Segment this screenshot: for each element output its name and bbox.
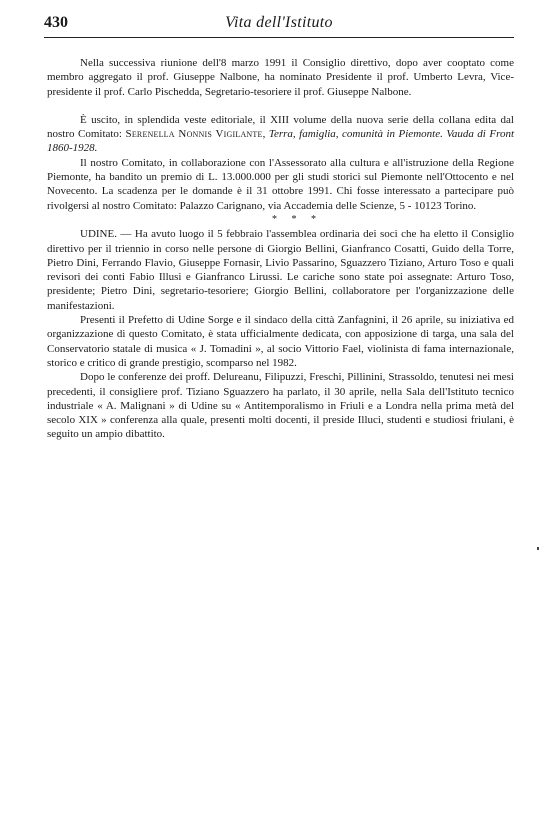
volume-separator: ,: [262, 128, 269, 141]
paragraph-new-volume: [47, 113, 514, 156]
volume-announcement-text: È uscito, in splendida veste editoriale, il XIII volume della nuova serie della collana edita dal nostro Comitato:: [47, 113, 514, 141]
paragraph-udine-assembly: UDINE. — Ha avuto luogo il 5 febbraio l'assemblea ordinaria dei soci che ha eletto il Consiglio direttivo per il triennio in corso nelle persone di Giorgio Bellini, Gianfranco Cosatti, Guido della Torre, Pietro Dini, Ferrando Flavio, Giuseppe Fornasir, Livio Passarino, Sguazzero Tiziano, Arturo Toso e quali revisori dei conti Fabio Illusi e Gianfranco Lirussi. Le cariche sono state poi assegnate: Arturo Toso, presidente; Pietro Dini, segretario-tesoriere; Giorgio Bellini, collaboratore per l'organizzazione delle manifestazioni.: [47, 228, 514, 312]
page-header: [44, 14, 514, 36]
paragraph-council-meeting: Nella successiva riunione dell'8 marzo 1991 il Consiglio direttivo, dopo aver cooptato come membro aggregato il prof. Giuseppe Nalbone, ha nominato Presidente il prof. Umberto Levra, Vice-presidente il prof. Carlo Pischedda, Segretario-tesoriere il prof. Giuseppe Nalbone.: [47, 57, 514, 98]
paragraph-udine-dedication: Presenti il Prefetto di Udine Sorge e il sindaco della città Zanfagnini, il 26 aprile, su iniziativa ed organizzazione di questo Comitato, è stata ufficialmente dedicata, con apposizione di targa, una sala del Conservatorio statale di musica « J. Tomadini », al socio Vittorio Fael, violinista di fama internazionale, storico e critico di grande prestigio, scomparso nel 1982.: [47, 314, 514, 369]
margin-speck: [537, 547, 539, 550]
paragraph-udine-conferences: Dopo le conferenze dei proff. Delureanu, Filipuzzi, Freschi, Pillinini, Strassoldo, tenutesi nei mesi precedenti, il consigliere prof. Tiziano Sguazzero ha parlato, il 30 aprile, nella Sala dell'Istituto tecnico industriale « A. Malignani » di Udine su « Antitemporalismo in Friuli e a Londra nella prima metà del secolo XIX » conferenza alla quale, presenti molti docenti, il preside Illuci, studenti e studiosi friulani, è seguito un ampio dibattito.: [47, 371, 514, 441]
paragraph-prize: Il nostro Comitato, in collaborazione con l'Assessorato alla cultura e all'istruzione della Regione Piemonte, ha bandito un premio di L. 13.000.000 per gli studi storici sul Piemonte nell'Ottocento e nel Novecento. La scadenza per le domande è il 31 ottobre 1991. Chi fosse interessato a partecipare può rivolgersi al nostro Comitato: Palazzo Carignano, via Accademia delle Scienze, 5 - 10123 Torino.: [47, 156, 514, 212]
volume-author: Serenella Nonnis Vigilante: [125, 128, 263, 141]
running-title: Vita dell'Istituto: [225, 14, 333, 31]
section-separator: * * *: [272, 213, 322, 225]
body-text: [47, 56, 514, 442]
page-number: 430: [44, 14, 68, 31]
header-rule: [44, 37, 514, 38]
volume-title: Terra, famiglia, comunità in Piemonte. Vauda di Front 1860-1928.: [47, 128, 515, 155]
